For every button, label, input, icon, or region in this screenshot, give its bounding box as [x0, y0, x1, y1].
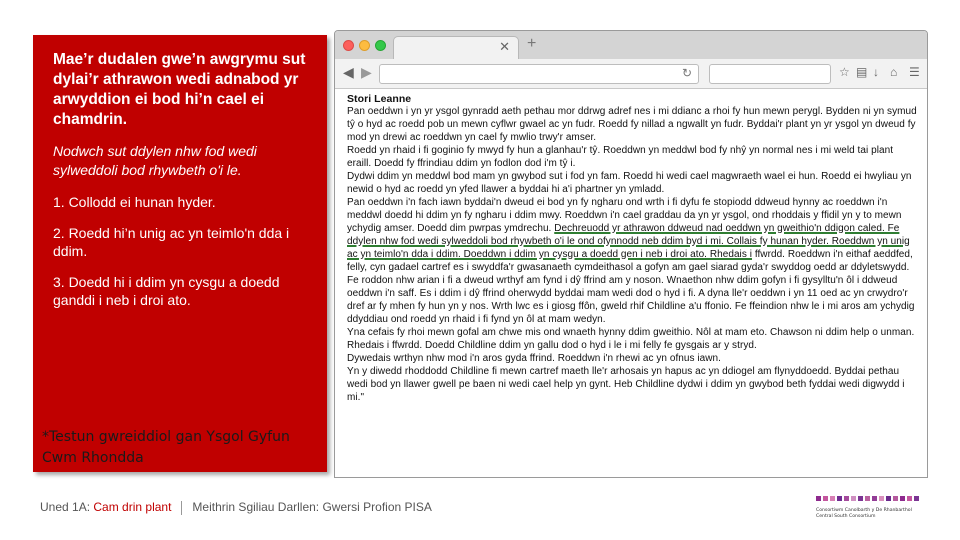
- answer-item-1: 1. Collodd ei hunan hyder.: [53, 194, 216, 210]
- logo-text: Consortiwm Canolbarth y De Rhanbarthol Central South Consortium: [816, 508, 912, 519]
- logo-square: [865, 496, 870, 501]
- course-title: Meithrin Sgiliau Darllen: Gwersi Profion PISA: [192, 500, 432, 514]
- home-icon[interactable]: ⌂: [890, 65, 898, 79]
- new-tab-icon[interactable]: +: [527, 35, 537, 52]
- logo-square: [893, 496, 898, 501]
- logo-square: [858, 496, 863, 501]
- logo-square: [816, 496, 821, 501]
- story-text-4: Pan oeddwn i'n fach iawn byddai'n dweud ei bod yn fy ngharu ond wrth i fi dyfu fe stopiodd ddweud hynny ac roeddwn i'n meddwl doedd hi ddim yn fy ngharu i ddim mwy. Roeddwn i'n cael graddau da yn yr ysgol, ond rhoddais y ffidil yn y to mewn ychydig amser.: [347, 197, 902, 234]
- logo-square: [851, 496, 856, 501]
- story-text-9: Yna cefais fy rhoi mewn gofal am chwe mis ond wnaeth hynny ddim gweithio. Nôl at mam eto. Chawson ni ddim help o unman. Rhedais i ffwrdd. Doedd Childline ddim yn gallu dod o hyd i le i mi felly fe gysgais ar y stryd.: [347, 327, 915, 351]
- logo-square: [830, 496, 835, 501]
- story-text-3: Dydwi ddim yn meddwl bod mam yn gwybod sut i fod yn fam. Roedd hi wedi cael magwraeth wael ei hun. Roedd ei hwyliau yn newid o hyd ac roedd yn yfed llawer a byddai hi a'i phartner yn ymladd.: [347, 171, 912, 195]
- logo-square: [907, 496, 912, 501]
- logo-square: [823, 496, 828, 501]
- slide-footer: [40, 500, 432, 515]
- menu-icon[interactable]: ☰: [909, 65, 920, 79]
- consortium-logo: [812, 496, 922, 528]
- search-input[interactable]: [709, 64, 831, 84]
- story-text-7: Fe roddon nhw arian i fi a dweud wrthyf am fynd i dŷ ffrind am y noson. Wnaethon nhw ddim gofyn i fi gysylltu'n ôl i ddweud oeddwn i'n saff. Es i ddim i dŷ ffrind oherwydd byddai mam wedi dod o hyd i fi. A dyna lle'r oeddwn i yn 11 oed ac yn crwydro'r dref ar fy mhen fy hun yn y nos.: [347, 275, 908, 312]
- browser-tab[interactable]: [393, 36, 519, 59]
- story-text-2: Roedd yn rhaid i fi goginio fy mwyd fy hun a glanhau'r tŷ. Roeddwn yn meddwl bod fy nhŷ yn normal nes i mi weld tai plant eraill. Doedd fy ffrindiau ddim yn fodlon dod i'm tŷ i.: [347, 145, 894, 169]
- forward-arrow-icon[interactable]: ▶: [361, 64, 372, 80]
- reading-list-icon[interactable]: ▤: [856, 65, 868, 79]
- story-text-11: Yn y diwedd rhoddodd Childline fi mewn cartref maeth lle'r arhosais yn hapus ac yn ddiogel am flynyddoedd. Byddai pethau wedi bod yn llawer gwell pe baen ni wedi cael help yn gynt. Heb Childline dydwi i ddim yn gwybod beth fyddai wedi digwydd i mi.": [347, 366, 905, 403]
- logo-square: [844, 496, 849, 501]
- minimize-window-button[interactable]: [359, 40, 370, 51]
- logo-square: [914, 496, 919, 501]
- logo-square: [900, 496, 905, 501]
- unit-label: Uned 1A:: [40, 500, 94, 514]
- story-content: [347, 93, 919, 404]
- browser-toolbar: [335, 59, 927, 89]
- logo-square: [837, 496, 842, 501]
- story-text-5: Doedd dim pwrpas ymdrechu.: [417, 223, 552, 234]
- source-footnote: *Testun gwreiddiol gan Ysgol Gyfun Cwm Rhondda: [42, 429, 290, 466]
- answer-item-3: 3. Doedd hi i ddim yn cysgu a doedd ganddi i neb i droi ato.: [53, 274, 280, 308]
- tab-bar: [335, 31, 927, 59]
- reload-icon[interactable]: ↻: [681, 66, 692, 80]
- story-text-8: Wrth lwc es i giosg ffôn, gweld rhif Childline a'u ffonio. Fe ffeindion nhw le i mi aros am ychydig ddyddiau ond roedd yn rhaid i fi fynd yn ôl at mam wedyn.: [347, 301, 915, 325]
- browser-window: [334, 30, 928, 478]
- story-text-6: ffwrdd. Roeddwn i'n eithaf aeddfed, felly, cyn gadael cartref es i swyddfa'r gwasanaeth cymdeithasol a gofyn am gael siarad gyda'r swyddog oedd ar ddyletswydd.: [347, 249, 913, 273]
- story-text-10: Dywedais wrthyn nhw mod i'n aros gyda ffrind. Roeddwn i'n rhewi ac yn ofnus iawn.: [347, 353, 721, 364]
- maximize-window-button[interactable]: [375, 40, 386, 51]
- logo-square: [879, 496, 884, 501]
- prompt-subheading: Nodwch sut ddylen nhw fod wedi sylweddoli bod rhywbeth o'i le.: [53, 143, 257, 178]
- answer-item-2: 2. Roedd hi’n unig ac yn teimlo'n dda i ddim.: [53, 225, 290, 259]
- prompt-panel: [33, 35, 327, 472]
- logo-square: [872, 496, 877, 501]
- story-text-1: Pan oeddwn i yn yr ysgol gynradd aeth pethau mor ddrwg adref nes i mi ddianc a rhoi fy hun mewn perygl. Bydden ni yn symud tŷ o hyd ac roedd pob un mewn cyflwr gwael ac yn fudr. Roedd fy nillad a ngwallt yn fudr. Byddai'r plant yn yr ysgol yn dweud fy mod yn drewi ac roeddwn yn cael fy mwlio trwy'r amser.: [347, 106, 917, 143]
- prompt-heading: Mae’r dudalen gwe’n awgrymu sut dylai’r athrawon wedi adnabod yr arwyddion ei bod hi’n cael ei chamdrin.: [53, 51, 306, 128]
- address-bar[interactable]: [379, 64, 699, 84]
- prompt-content: [53, 50, 319, 309]
- tab-close-icon[interactable]: ✕: [499, 39, 510, 54]
- back-arrow-icon[interactable]: ◀: [343, 64, 354, 80]
- story-paragraph: [347, 105, 919, 404]
- footer-divider: [181, 501, 182, 515]
- download-icon[interactable]: ↓: [873, 65, 879, 79]
- logo-square: [886, 496, 891, 501]
- story-title: Stori Leanne: [347, 93, 412, 105]
- highlighted-signs: Dechreuodd yr athrawon ddweud nad oeddwn yn gweithio'n ddigon caled. Fe ddylen nhw fod wedi sylweddoli bod rhywbeth o'i le ond ofynnodd neb ddim byd i mi. Collais fy hunan hyder. Roeddwn yn unig ac yn teimlo'n dda i ddim. Doeddwn i ddim yn cysgu a doedd gen i neb i droi ato. Rhedais i: [347, 223, 910, 260]
- close-window-button[interactable]: [343, 40, 354, 51]
- unit-topic: Cam drin plant: [93, 500, 172, 514]
- bookmark-star-icon[interactable]: ☆: [839, 65, 850, 79]
